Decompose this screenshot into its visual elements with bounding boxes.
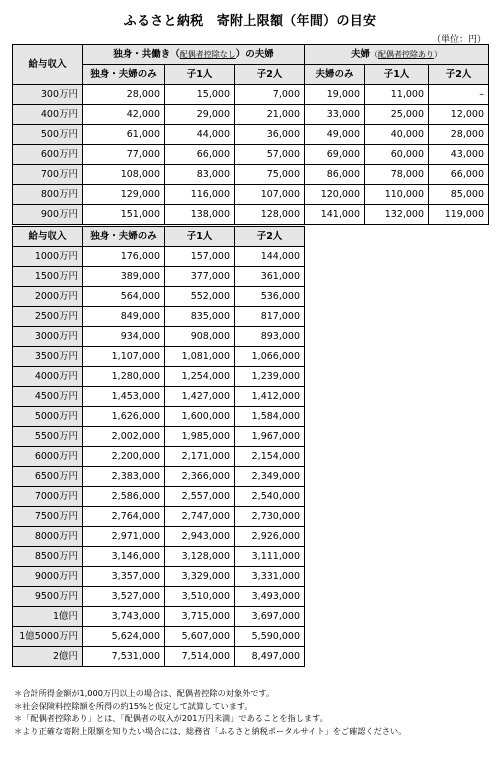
value-cell: 3,331,000 [235, 567, 305, 587]
table-row [13, 587, 305, 607]
income-cell: 3000万円 [13, 327, 83, 347]
value-cell: 3,493,000 [235, 587, 305, 607]
table-row [13, 507, 305, 527]
value-cell: 77,000 [83, 145, 165, 165]
value-cell: 3,527,000 [83, 587, 165, 607]
value-cell: 61,000 [83, 125, 165, 145]
value-cell: 5,624,000 [83, 627, 165, 647]
value-cell: 107,000 [235, 185, 305, 205]
value-cell: 1,584,000 [235, 407, 305, 427]
income-cell: 8500万円 [13, 547, 83, 567]
value-cell: 2,747,000 [165, 507, 235, 527]
donation-limit-table-1 [12, 44, 489, 225]
value-cell: 5,607,000 [165, 627, 235, 647]
table-row [13, 547, 305, 567]
value-cell: 2,540,000 [235, 487, 305, 507]
table-row [13, 367, 305, 387]
table-row [13, 527, 305, 547]
value-cell: 934,000 [83, 327, 165, 347]
table-row [13, 347, 305, 367]
value-cell: 85,000 [429, 185, 489, 205]
value-cell: 151,000 [83, 205, 165, 225]
group-header-no-spouse-deduction: 独身・共働き（配偶者控除なし）の夫婦 [83, 45, 305, 65]
income-cell: 300万円 [13, 85, 83, 105]
value-cell: 1,600,000 [165, 407, 235, 427]
income-cell: 7500万円 [13, 507, 83, 527]
table-row [13, 247, 305, 267]
footnotes [14, 687, 406, 737]
value-cell: 7,514,000 [165, 647, 235, 667]
table-row [13, 627, 305, 647]
income-cell: 6500万円 [13, 467, 83, 487]
value-cell: 908,000 [165, 327, 235, 347]
income-cell: 1000万円 [13, 247, 83, 267]
value-cell: 176,000 [83, 247, 165, 267]
value-cell: 552,000 [165, 287, 235, 307]
value-cell: 1,412,000 [235, 387, 305, 407]
value-cell: 893,000 [235, 327, 305, 347]
table-row [13, 125, 489, 145]
income-cell: 9500万円 [13, 587, 83, 607]
value-cell: 2,154,000 [235, 447, 305, 467]
footnote: ＊社会保険料控除額を所得の約15%と仮定して試算しています。 [14, 700, 253, 711]
value-cell: 75,000 [235, 165, 305, 185]
value-cell: 128,000 [235, 205, 305, 225]
value-cell: 1,239,000 [235, 367, 305, 387]
value-cell: 138,000 [165, 205, 235, 225]
value-cell: 57,000 [235, 145, 305, 165]
income-cell: 1億5000万円 [13, 627, 83, 647]
table-row [13, 205, 489, 225]
value-cell: 835,000 [165, 307, 235, 327]
table-row [13, 407, 305, 427]
value-cell: 132,000 [365, 205, 429, 225]
value-cell: 5,590,000 [235, 627, 305, 647]
value-cell: 2,764,000 [83, 507, 165, 527]
value-cell: 1,985,000 [165, 427, 235, 447]
value-cell: 2,366,000 [165, 467, 235, 487]
income-cell: 800万円 [13, 185, 83, 205]
value-cell: 141,000 [305, 205, 365, 225]
value-cell: 2,730,000 [235, 507, 305, 527]
income-cell: 5000万円 [13, 407, 83, 427]
value-cell: 849,000 [83, 307, 165, 327]
value-cell: 28,000 [83, 85, 165, 105]
income-cell: 2000万円 [13, 287, 83, 307]
value-cell: 3,128,000 [165, 547, 235, 567]
value-cell: 3,697,000 [235, 607, 305, 627]
value-cell: 817,000 [235, 307, 305, 327]
table-row [13, 427, 305, 447]
col-header: 子2人 [429, 65, 489, 85]
income-cell: 7000万円 [13, 487, 83, 507]
value-cell: 60,000 [365, 145, 429, 165]
table-row [13, 287, 305, 307]
value-cell: 120,000 [305, 185, 365, 205]
value-cell: 1,066,000 [235, 347, 305, 367]
col-header: 子1人 [365, 65, 429, 85]
income-cell: 4000万円 [13, 367, 83, 387]
value-cell: 42,000 [83, 105, 165, 125]
value-cell: 40,000 [365, 125, 429, 145]
income-cell: 1億円 [13, 607, 83, 627]
value-cell: 3,329,000 [165, 567, 235, 587]
value-cell: 66,000 [429, 165, 489, 185]
value-cell: 2,971,000 [83, 527, 165, 547]
value-cell: 33,000 [305, 105, 365, 125]
value-cell: 377,000 [165, 267, 235, 287]
value-cell: 3,146,000 [83, 547, 165, 567]
value-cell: 21,000 [235, 105, 305, 125]
table-row [13, 607, 305, 627]
table-row [13, 487, 305, 507]
income-cell: 8000万円 [13, 527, 83, 547]
value-cell: 2,171,000 [165, 447, 235, 467]
value-cell: 2,383,000 [83, 467, 165, 487]
unit-label: （単位：円） [431, 35, 486, 45]
col-header: 子1人 [165, 65, 235, 85]
value-cell: 3,743,000 [83, 607, 165, 627]
table-row [13, 267, 305, 287]
value-cell: 1,280,000 [83, 367, 165, 387]
income-cell: 4500万円 [13, 387, 83, 407]
value-cell: 1,427,000 [165, 387, 235, 407]
value-cell: 129,000 [83, 185, 165, 205]
value-cell: 44,000 [165, 125, 235, 145]
table-row [13, 387, 305, 407]
value-cell: 28,000 [429, 125, 489, 145]
value-cell: – [429, 85, 489, 105]
value-cell: 2,557,000 [165, 487, 235, 507]
table-row [13, 327, 305, 347]
income-cell: 600万円 [13, 145, 83, 165]
value-cell: 2,926,000 [235, 527, 305, 547]
value-cell: 78,000 [365, 165, 429, 185]
value-cell: 86,000 [305, 165, 365, 185]
income-cell: 2500万円 [13, 307, 83, 327]
income-cell: 5500万円 [13, 427, 83, 447]
footnote: ＊「配偶者控除あり」とは、「配偶者の収入が201万円未満」であることを指します。 [14, 713, 328, 723]
col-header: 夫婦のみ [305, 65, 365, 85]
col-header: 子1人 [165, 227, 235, 247]
value-cell: 2,002,000 [83, 427, 165, 447]
value-cell: 536,000 [235, 287, 305, 307]
value-cell: 144,000 [235, 247, 305, 267]
value-cell: 3,111,000 [235, 547, 305, 567]
table-row [13, 447, 305, 467]
value-cell: 119,000 [429, 205, 489, 225]
table-row [13, 307, 305, 327]
footnote: ＊より正確な寄附上限額を知りたい場合には、総務省「ふるさと納税ポータルサイト」をご確認ください。 [14, 725, 407, 736]
income-cell: 1500万円 [13, 267, 83, 287]
value-cell: 2,349,000 [235, 467, 305, 487]
group-header-spouse-deduction: 夫婦（配偶者控除あり） [305, 45, 489, 65]
value-cell: 157,000 [165, 247, 235, 267]
table-row [13, 165, 489, 185]
value-cell: 19,000 [305, 85, 365, 105]
value-cell: 2,200,000 [83, 447, 165, 467]
table-row [13, 185, 489, 205]
value-cell: 83,000 [165, 165, 235, 185]
value-cell: 7,000 [235, 85, 305, 105]
value-cell: 2,586,000 [83, 487, 165, 507]
value-cell: 15,000 [165, 85, 235, 105]
value-cell: 361,000 [235, 267, 305, 287]
value-cell: 69,000 [305, 145, 365, 165]
col-header: 独身・夫婦のみ [83, 227, 165, 247]
income-cell: 500万円 [13, 125, 83, 145]
col-header: 独身・夫婦のみ [83, 65, 165, 85]
value-cell: 116,000 [165, 185, 235, 205]
value-cell: 2,943,000 [165, 527, 235, 547]
table-row [13, 467, 305, 487]
table-row [13, 647, 305, 667]
income-cell: 3500万円 [13, 347, 83, 367]
income-cell: 900万円 [13, 205, 83, 225]
col-header: 子2人 [235, 227, 305, 247]
value-cell: 110,000 [365, 185, 429, 205]
value-cell: 3,357,000 [83, 567, 165, 587]
income-header: 給与収入 [13, 45, 83, 85]
value-cell: 36,000 [235, 125, 305, 145]
value-cell: 1,081,000 [165, 347, 235, 367]
value-cell: 389,000 [83, 267, 165, 287]
value-cell: 108,000 [83, 165, 165, 185]
value-cell: 8,497,000 [235, 647, 305, 667]
value-cell: 7,531,000 [83, 647, 165, 667]
footnote: ＊合計所得金額が1,000万円以上の場合は、配偶者控除の対象外です。 [14, 688, 275, 698]
income-cell: 6000万円 [13, 447, 83, 467]
value-cell: 66,000 [165, 145, 235, 165]
page-title: ふるさと納税 寄附上限額（年間）の目安 [123, 14, 377, 29]
table-row [13, 85, 489, 105]
value-cell: 1,254,000 [165, 367, 235, 387]
value-cell: 29,000 [165, 105, 235, 125]
value-cell: 1,453,000 [83, 387, 165, 407]
value-cell: 1,107,000 [83, 347, 165, 367]
value-cell: 3,715,000 [165, 607, 235, 627]
value-cell: 564,000 [83, 287, 165, 307]
donation-limit-table-2 [12, 226, 305, 667]
table-row [13, 145, 489, 165]
income-cell: 2億円 [13, 647, 83, 667]
income-cell: 700万円 [13, 165, 83, 185]
value-cell: 11,000 [365, 85, 429, 105]
value-cell: 43,000 [429, 145, 489, 165]
income-cell: 400万円 [13, 105, 83, 125]
value-cell: 25,000 [365, 105, 429, 125]
col-header: 子2人 [235, 65, 305, 85]
table-row [13, 567, 305, 587]
value-cell: 49,000 [305, 125, 365, 145]
income-cell: 9000万円 [13, 567, 83, 587]
income-header: 給与収入 [13, 227, 83, 247]
value-cell: 1,626,000 [83, 407, 165, 427]
value-cell: 12,000 [429, 105, 489, 125]
table-row [13, 105, 489, 125]
value-cell: 3,510,000 [165, 587, 235, 607]
value-cell: 1,967,000 [235, 427, 305, 447]
